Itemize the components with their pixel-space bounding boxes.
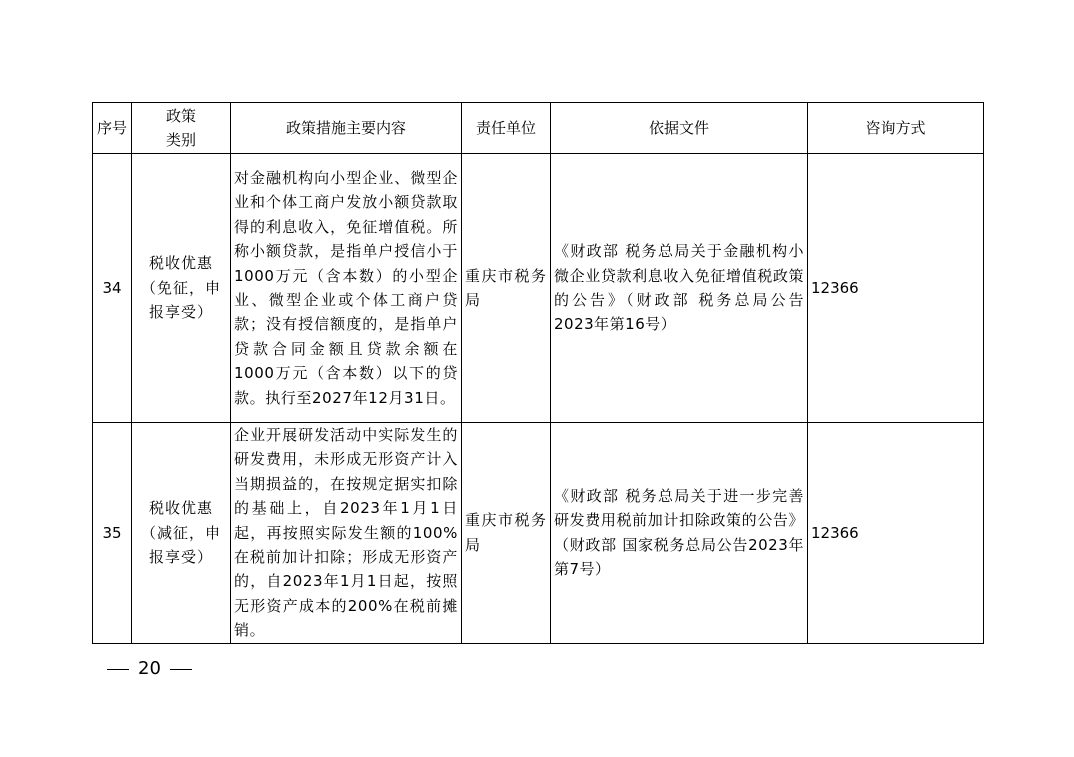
row-category bbox=[132, 423, 231, 644]
row-basis: 《财政部 税务总局关于金融机构小微企业贷款利息收入免征增值税政策的公告》（财政部 税务总局公告2023年第16号） bbox=[551, 154, 808, 423]
row-content: 对金融机构向小型企业、微型企业和个体工商户发放小额贷款取得的利息收入，免征增值税。所称小额贷款，是指单户授信小于1000万元（含本数）的小型企业、微型企业或个体工商户贷款；没有授信额度的，是指单户贷款合同金额且贷款余额在1000万元（含本数）以下的贷款。执行至2027年12月31日。 bbox=[231, 154, 462, 423]
row-seq: 35 bbox=[93, 423, 132, 644]
department-text: 重庆市税务局 bbox=[465, 511, 547, 554]
row-contact: 12366 bbox=[808, 423, 984, 644]
header-seq: 序号 bbox=[93, 103, 132, 154]
header-category-line-2: 类别 bbox=[165, 131, 196, 149]
page-number-value: 20 bbox=[138, 658, 161, 679]
category-line-1: 税收优惠 bbox=[148, 254, 213, 273]
row-contact: 12366 bbox=[808, 154, 984, 423]
row-category bbox=[132, 154, 231, 423]
page-number-dash-right bbox=[170, 669, 192, 670]
header-category-line-1: 政策 bbox=[165, 106, 196, 125]
table-row bbox=[93, 423, 984, 644]
row-seq: 34 bbox=[93, 154, 132, 423]
header-contact: 咨询方式 bbox=[808, 103, 984, 154]
table-row bbox=[93, 154, 984, 423]
department-text: 重庆市税务局 bbox=[465, 266, 547, 309]
header-category bbox=[132, 103, 231, 154]
category-line-3: 报享受） bbox=[148, 303, 213, 322]
row-department bbox=[462, 423, 551, 644]
category-line-1: 税收优惠 bbox=[148, 499, 213, 518]
row-content: 企业开展研发活动中实际发生的研发费用，未形成无形资产计入当期损益的，在按规定据实扣除的基础上，自2023年1月1日起，再按照实际发生额的100%在税前加计扣除；形成无形资产的，自2023年1月1日起，按照无形资产成本的200%在税前摊销。 bbox=[231, 423, 462, 644]
header-basis: 依据文件 bbox=[551, 103, 808, 154]
header-content: 政策措施主要内容 bbox=[231, 103, 462, 154]
header-department: 责任单位 bbox=[462, 103, 551, 154]
page-number-dash-left bbox=[107, 669, 129, 670]
category-line-3: 报享受） bbox=[148, 548, 213, 567]
row-basis: 《财政部 税务总局关于进一步完善研发费用税前加计扣除政策的公告》（财政部 国家税务总局公告2023年第7号） bbox=[551, 423, 808, 644]
header-row bbox=[93, 103, 984, 154]
category-line-2: （减征，申 bbox=[140, 523, 221, 542]
row-department bbox=[462, 154, 551, 423]
page-number bbox=[98, 656, 201, 682]
policy-table bbox=[92, 102, 984, 644]
category-line-2: （免征，申 bbox=[140, 278, 221, 297]
